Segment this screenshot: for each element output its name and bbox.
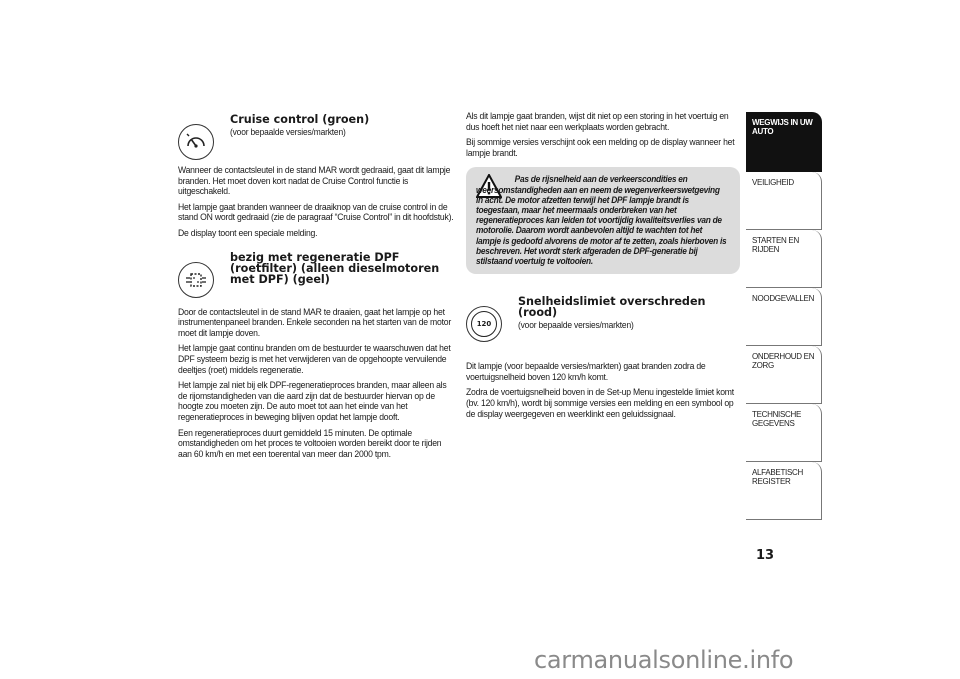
dpf-filter-icon	[178, 262, 214, 298]
watermark: carmanualsonline.info	[534, 646, 794, 674]
speed-paragraph: Dit lampje (voor bepaalde versies/markten) gaat branden zodra de voertuigsnelheid boven 120 km/h komt.	[466, 361, 706, 383]
dpf-title: bezig met regeneratie DPF (roetfilter) (alleen dieselmotoren met DPF) (geel)	[230, 250, 440, 286]
speed-limit-icon-text: 120	[476, 320, 492, 329]
speed-paragraph: Zodra de voertuigsnelheid boven in de Set-up Menu ingestelde limiet komt (bv. 120 km/h), wordt bij sommige versies een melding en een symbool op de display weergegeven en weerklinkt een geluidssignaal.	[466, 387, 734, 420]
dpf-paragraph: Het lampje gaat continu branden om de bestuurder te waarschuwen dat het DPF systeem bezig is met het verwijderen van de opgehoopte vervuilende deeltjes (roet) middels regeneratie.	[178, 343, 451, 376]
tab-wegwijs-in-uw-auto[interactable]: WEGWIJS IN UW AUTO	[746, 112, 822, 172]
warning-text: Pas de rijsnelheid aan de verkeerscondities en weersomstandigheden aan en neem de wegenverkeerswetgeving in acht. De motor afzetten terwijl het DPF lampje brandt is toegestaan, maar het meermaals onderbreken van het regeneratieproces kan leiden tot voortijdig kwaliteitsverlies van de motorolie. Daarom wordt aanbevolen altijd te wachten tot het lampje is gedoofd alvorens de motor af te zetten, zoals hierboven is beschreven. Het wordt sterk afgeraden de DPF-generatie bij stilstaand voertuig te voltooien.	[476, 174, 727, 266]
warning-box	[466, 167, 740, 274]
cruise-control-title: Cruise control (groen)	[230, 113, 370, 126]
dpf-continued-paragraph: Bij sommige versies verschijnt ook een melding op de display wanneer het lampje brandt.	[466, 137, 735, 159]
dpf-paragraph: Door de contactsleutel in de stand MAR te draaien, gaat het lampje op het instrumentenpaneel branden. Enkele seconden na het starten van de motor moet dit lampje doven.	[178, 306, 451, 339]
page-number: 13	[756, 548, 775, 563]
cruise-control-subtitle: (voor bepaalde versies/markten)	[230, 127, 346, 138]
tab-technische-gegevens[interactable]: TECHNISCHE GEGEVENS	[746, 404, 822, 462]
dpf-paragraph: Het lampje zal niet bij elk DPF-regeneratieproces branden, maar alleen als de rijomstandigheden van die aard zijn dat de bestuurder hiervan op de hoogte zou moeten zijn. De auto moet tot aan het einde van het regeneratieproces in beweging blijven opdat het lampje dooft.	[178, 380, 447, 423]
tab-noodgevallen[interactable]: NOODGEVALLEN	[746, 288, 822, 346]
chapter-sidebar	[746, 112, 822, 520]
tab-onderhoud-en-zorg[interactable]: ONDERHOUD EN ZORG	[746, 346, 822, 404]
speed-limit-title: Snelheidslimiet overschreden (rood)	[518, 295, 706, 320]
dpf-continued-paragraph: Als dit lampje gaat branden, wijst dit niet op een storing in het voertuig en dus hoeft het niet naar een werkplaats worden gebracht.	[466, 111, 729, 133]
dpf-paragraph: Een regeneratieproces duurt gemiddeld 15 minuten. De optimale omstandigheden om het proces te voltooien worden bereikt door te rijden aan 60 km/h en met een toerental van meer dan 2000 tpm.	[178, 427, 442, 460]
tab-alfabetisch-register[interactable]: ALFABETISCH REGISTER	[746, 462, 822, 520]
cruise-paragraph: Wanneer de contactsleutel in de stand MAR wordt gedraaid, gaat dit lampje branden. Het moet doven kort nadat de Cruise Control functie is uitgeschakeld.	[178, 165, 451, 198]
cruise-paragraph: Het lampje gaat branden wanneer de draaiknop van de cruise control in de stand ON wordt gedraaid (zie de paragraaf “Cruise Control” in dit hoofdstuk).	[178, 201, 454, 224]
tab-starten-en-rijden[interactable]: STARTEN EN RIJDEN	[746, 230, 822, 288]
speed-limit-icon	[466, 306, 502, 342]
tab-veiligheid[interactable]: VEILIGHEID	[746, 172, 822, 230]
dpf-heading	[178, 250, 456, 302]
cruise-control-heading	[178, 112, 456, 160]
left-column	[178, 112, 456, 465]
speed-limit-heading	[466, 294, 740, 344]
cruise-paragraph: De display toont een speciale melding.	[178, 227, 318, 239]
speed-limit-subtitle: (voor bepaalde versies/markten)	[518, 320, 634, 332]
right-column	[466, 112, 740, 425]
cruise-control-icon	[178, 124, 214, 160]
